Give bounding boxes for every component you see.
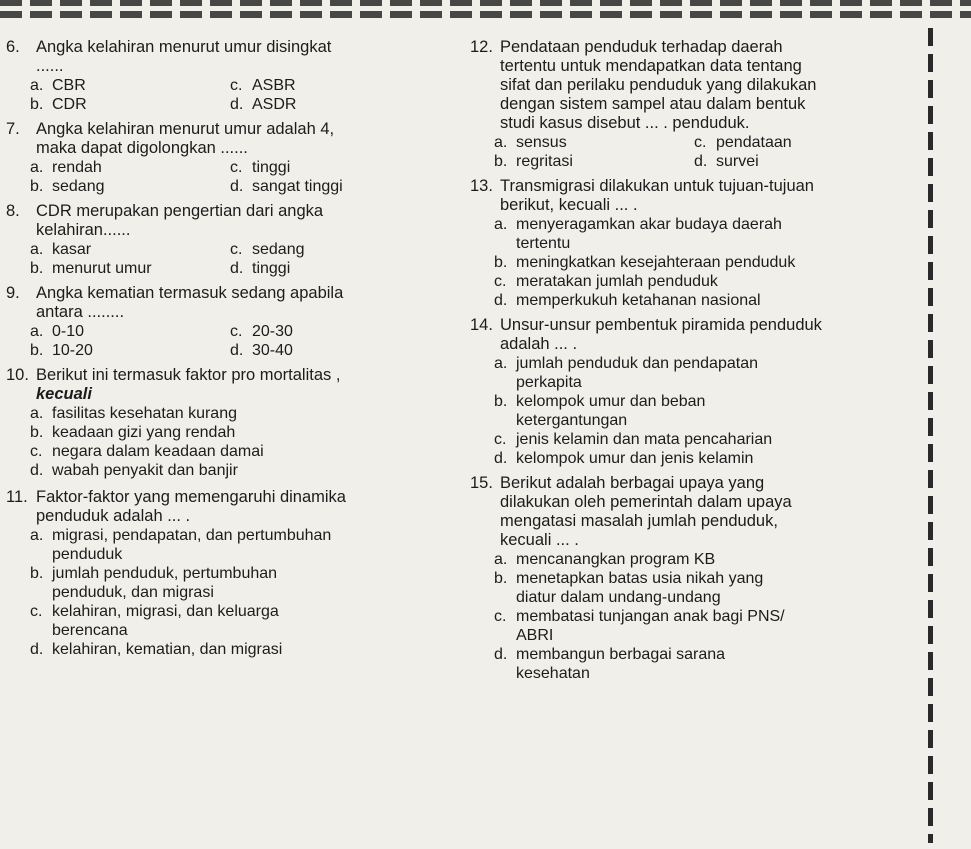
option-b: [30, 423, 458, 442]
option-letter: d.: [230, 96, 244, 113]
option-text: ASBR: [252, 77, 296, 94]
option-letter: a.: [30, 159, 44, 176]
option-row: [494, 411, 920, 430]
question-line: [470, 493, 920, 512]
option-a: [494, 215, 920, 234]
option-a: [494, 133, 694, 152]
question-text: Transmigrasi dilakukan untuk tujuan-tujuan: [500, 177, 814, 195]
question-line: [6, 303, 458, 322]
question-11: [6, 488, 458, 659]
options: [6, 322, 458, 360]
option-a: [494, 373, 920, 392]
question-line: [6, 120, 458, 139]
option-row: [30, 404, 458, 423]
right-column: [470, 38, 920, 683]
question-text: adalah ... .: [500, 335, 578, 353]
option-text: meratakan jumlah penduduk: [516, 273, 718, 290]
option-letter: [494, 411, 516, 430]
option-c: [494, 272, 920, 291]
question-8: [6, 202, 458, 278]
option-row: [494, 253, 920, 272]
question-number: [6, 221, 36, 240]
question-text: studi kasus disebut ... . penduduk.: [500, 114, 750, 132]
option-b: [494, 411, 920, 430]
option-c: [494, 430, 920, 449]
question-line: [6, 488, 458, 507]
option-text: membangun berbagai sarana: [516, 646, 726, 663]
option-letter: d.: [230, 260, 244, 277]
option-row: [30, 602, 458, 621]
option-text: 20-30: [252, 323, 293, 340]
option-letter: b.: [30, 178, 44, 195]
question-number: [470, 531, 500, 550]
option-row: [30, 442, 458, 461]
option-a: [30, 545, 458, 564]
question-text: maka dapat digolongkan ......: [36, 139, 248, 157]
options: [6, 526, 458, 659]
option-row: [494, 645, 920, 664]
question-line: [470, 531, 920, 550]
options: [470, 354, 920, 468]
question-line: [6, 507, 458, 526]
option-text: penduduk, dan migrasi: [52, 584, 214, 601]
option-letter: d.: [494, 292, 508, 309]
option-text: kelompok umur dan beban: [516, 393, 706, 410]
option-b: [494, 392, 920, 411]
option-d: [494, 291, 920, 310]
option-text: penduduk: [52, 546, 123, 563]
option-letter: d.: [230, 342, 244, 359]
option-text: sedang: [52, 178, 105, 195]
option-text: wabah penyakit dan banjir: [52, 462, 238, 479]
option-text: 30-40: [252, 342, 293, 359]
option-d: [230, 95, 430, 114]
question-text: CDR merupakan pengertian dari angka: [36, 202, 324, 220]
options: [6, 76, 458, 114]
question-number: [470, 95, 500, 114]
question-number: [470, 57, 500, 76]
question-10: [6, 366, 458, 480]
option-row: [30, 240, 458, 259]
question-text: Berikut ini termasuk faktor pro mortalitas ,: [36, 366, 341, 384]
question-15: [470, 474, 920, 683]
question-number: 15.: [470, 474, 493, 492]
option-letter: d.: [230, 178, 244, 195]
question-number: [470, 76, 500, 95]
question-line: [470, 57, 920, 76]
question-line: [6, 221, 458, 240]
option-text: menyeragamkan akar budaya daerah: [516, 216, 782, 233]
option-row: [30, 76, 458, 95]
question-9: [6, 284, 458, 360]
option-text: mencanangkan program KB: [516, 551, 716, 568]
option-text: berencana: [52, 622, 128, 639]
question-text: Pendataan penduduk terhadap daerah: [500, 38, 783, 56]
option-text: jenis kelamin dan mata pencaharian: [516, 431, 773, 448]
question-line: [470, 76, 920, 95]
option-letter: b.: [30, 424, 44, 441]
question-text: kelahiran......: [36, 221, 131, 239]
option-text: tinggi: [252, 159, 291, 176]
option-a: [30, 240, 230, 259]
option-text: fasilitas kesehatan kurang: [52, 405, 237, 422]
option-row: [494, 430, 920, 449]
option-row: [494, 272, 920, 291]
option-row: [30, 621, 458, 640]
left-column: [6, 38, 458, 659]
option-row: [494, 133, 920, 152]
option-text: membatasi tunjangan anak bagi PNS/: [516, 608, 785, 625]
question-number: 6.: [6, 38, 20, 56]
question-line: [6, 139, 458, 158]
question-line: [6, 38, 458, 57]
question-text: penduduk adalah ... .: [36, 507, 191, 525]
option-letter: b.: [30, 96, 44, 113]
option-a: [30, 322, 230, 341]
option-row: [494, 664, 920, 683]
question-text: dengan sistem sampel atau dalam bentuk: [500, 95, 806, 113]
option-row: [494, 626, 920, 645]
option-letter: c.: [494, 273, 507, 290]
question-line: [470, 95, 920, 114]
question-7: [6, 120, 458, 196]
option-row: [494, 234, 920, 253]
option-letter: a.: [30, 527, 44, 544]
option-text: kelompok umur dan jenis kelamin: [516, 450, 754, 467]
option-a: [30, 76, 230, 95]
option-b: [30, 341, 230, 360]
question-line: [6, 202, 458, 221]
option-letter: b.: [30, 260, 44, 277]
option-d: [30, 640, 458, 659]
option-letter: [494, 588, 516, 607]
option-d: [230, 177, 430, 196]
question-number: 7.: [6, 120, 20, 138]
option-row: [494, 449, 920, 468]
options: [470, 133, 920, 171]
option-letter: c.: [30, 603, 43, 620]
question-14: [470, 316, 920, 468]
option-row: [30, 526, 458, 545]
option-text: ABRI: [516, 627, 554, 644]
option-a: [494, 550, 920, 569]
option-a: [30, 526, 458, 545]
option-text: survei: [716, 153, 759, 170]
option-a: [494, 354, 920, 373]
option-text: migrasi, pendapatan, dan pertumbuhan: [52, 527, 332, 544]
question-text: ......: [36, 57, 64, 75]
option-letter: d.: [30, 641, 44, 658]
option-a: [30, 158, 230, 177]
option-row: [30, 583, 458, 602]
option-b: [30, 564, 458, 583]
option-d: [230, 341, 430, 360]
option-letter: b.: [494, 393, 508, 410]
option-b: [30, 95, 230, 114]
option-letter: a.: [30, 405, 44, 422]
option-letter: c.: [494, 608, 507, 625]
question-number: [6, 507, 36, 526]
option-text: diatur dalam undang-undang: [516, 589, 721, 606]
option-text: kasar: [52, 241, 92, 258]
option-text: 0-10: [52, 323, 85, 340]
option-row: [30, 545, 458, 564]
option-b: [494, 588, 920, 607]
option-letter: b.: [494, 570, 508, 587]
option-row: [30, 461, 458, 480]
option-row: [30, 423, 458, 442]
option-text: perkapita: [516, 374, 582, 391]
option-letter: d.: [694, 153, 708, 170]
question-line: [6, 366, 458, 385]
question-text: kecuali ... .: [500, 531, 579, 549]
option-c: [230, 158, 430, 177]
question-line: [470, 512, 920, 531]
option-letter: a.: [30, 77, 44, 94]
option-a: [494, 234, 920, 253]
option-letter: c.: [494, 431, 507, 448]
option-letter: a.: [494, 216, 508, 233]
question-13: [470, 177, 920, 310]
right-border-decoration: [928, 28, 933, 843]
question-line: [470, 335, 920, 354]
question-text: antara ........: [36, 303, 125, 321]
option-c: [230, 240, 430, 259]
question-line: [470, 38, 920, 57]
question-line: [470, 114, 920, 133]
question-line: [470, 316, 920, 335]
option-letter: d.: [494, 646, 508, 663]
question-text: dilakukan oleh pemerintah dalam upaya: [500, 493, 792, 511]
option-letter: [30, 545, 52, 564]
option-text: jumlah penduduk, pertumbuhan: [52, 565, 278, 582]
option-row: [494, 373, 920, 392]
option-letter: c.: [230, 241, 243, 258]
option-row: [494, 550, 920, 569]
option-letter: a.: [30, 241, 44, 258]
option-a: [30, 404, 458, 423]
option-letter: b.: [30, 342, 44, 359]
option-c: [230, 322, 430, 341]
question-text: sifat dan perilaku penduduk yang dilakukan: [500, 76, 817, 94]
options: [6, 240, 458, 278]
option-row: [30, 158, 458, 177]
option-d: [694, 152, 894, 171]
option-b: [30, 583, 458, 602]
option-b: [494, 569, 920, 588]
option-letter: d.: [30, 462, 44, 479]
option-row: [30, 259, 458, 278]
question-number: 12.: [470, 38, 493, 56]
question-text: Angka kelahiran menurut umur adalah 4,: [36, 120, 335, 138]
options: [6, 404, 458, 480]
option-text: pendataan: [716, 134, 792, 151]
option-c: [30, 621, 458, 640]
option-row: [494, 152, 920, 171]
option-d: [230, 259, 430, 278]
question-number: 9.: [6, 284, 20, 302]
question-text: kecuali: [36, 385, 92, 403]
question-line: [6, 385, 458, 404]
option-text: ASDR: [252, 96, 297, 113]
question-text: berikut, kecuali ... .: [500, 196, 638, 214]
option-letter: a.: [494, 134, 508, 151]
option-row: [30, 95, 458, 114]
option-text: jumlah penduduk dan pendapatan: [516, 355, 758, 372]
option-row: [494, 215, 920, 234]
option-c: [494, 607, 920, 626]
question-line: [470, 177, 920, 196]
option-text: memperkukuh ketahanan nasional: [516, 292, 761, 309]
option-c: [30, 442, 458, 461]
options: [6, 158, 458, 196]
option-d: [494, 664, 920, 683]
question-number: 14.: [470, 316, 493, 334]
question-text: Berikut adalah berbagai upaya yang: [500, 474, 765, 492]
question-text: Faktor-faktor yang memengaruhi dinamika: [36, 488, 346, 506]
option-text: menurut umur: [52, 260, 152, 277]
option-text: sangat tinggi: [252, 178, 343, 195]
option-text: ketergantungan: [516, 412, 628, 429]
option-letter: c.: [694, 134, 707, 151]
option-letter: c.: [230, 323, 243, 340]
option-letter: [494, 234, 516, 253]
option-letter: [494, 626, 516, 645]
question-6: [6, 38, 458, 114]
option-row: [30, 341, 458, 360]
option-b: [494, 152, 694, 171]
option-letter: [30, 621, 52, 640]
option-text: sensus: [516, 134, 567, 151]
option-text: tinggi: [252, 260, 291, 277]
option-d: [494, 645, 920, 664]
option-row: [494, 291, 920, 310]
option-letter: c.: [30, 443, 43, 460]
option-d: [30, 461, 458, 480]
option-b: [30, 259, 230, 278]
option-row: [30, 177, 458, 196]
option-text: kesehatan: [516, 665, 590, 682]
option-row: [30, 564, 458, 583]
option-row: [494, 392, 920, 411]
option-b: [30, 177, 230, 196]
question-line: [470, 474, 920, 493]
option-text: kelahiran, migrasi, dan keluarga: [52, 603, 279, 620]
question-line: [6, 284, 458, 303]
option-text: sedang: [252, 241, 305, 258]
question-number: [6, 57, 36, 76]
option-text: menetapkan batas usia nikah yang: [516, 570, 764, 587]
option-row: [494, 588, 920, 607]
option-text: CDR: [52, 96, 87, 113]
question-text: Angka kematian termasuk sedang apabila: [36, 284, 344, 302]
option-d: [494, 449, 920, 468]
option-text: meningkatkan kesejahteraan penduduk: [516, 254, 796, 271]
question-text: Unsur-unsur pembentuk piramida penduduk: [500, 316, 822, 334]
question-number: [470, 114, 500, 133]
option-letter: [494, 373, 516, 392]
option-text: tertentu: [516, 235, 571, 252]
options: [470, 215, 920, 310]
option-letter: d.: [494, 450, 508, 467]
question-number: 11.: [6, 488, 28, 506]
option-c: [694, 133, 894, 152]
option-b: [494, 253, 920, 272]
question-text: tertentu untuk mendapatkan data tentang: [500, 57, 802, 75]
question-number: [470, 493, 500, 512]
question-line: [470, 196, 920, 215]
option-text: 10-20: [52, 342, 93, 359]
question-text: Angka kelahiran menurut umur disingkat: [36, 38, 332, 56]
option-letter: a.: [30, 323, 44, 340]
question-number: 13.: [470, 177, 493, 195]
question-number: [470, 335, 500, 354]
option-letter: [494, 664, 516, 683]
question-line: [6, 57, 458, 76]
top-border-decoration: [0, 0, 971, 18]
option-text: regritasi: [516, 153, 573, 170]
question-number: [470, 512, 500, 531]
question-12: [470, 38, 920, 171]
option-letter: c.: [230, 159, 243, 176]
options: [470, 550, 920, 683]
question-number: 10.: [6, 366, 29, 384]
question-number: [6, 139, 36, 158]
option-letter: c.: [230, 77, 243, 94]
option-row: [30, 322, 458, 341]
option-text: keadaan gizi yang rendah: [52, 424, 236, 441]
question-text: mengatasi masalah jumlah penduduk,: [500, 512, 778, 530]
question-number: 8.: [6, 202, 20, 220]
question-number: [6, 303, 36, 322]
question-number: [470, 196, 500, 215]
option-c: [494, 626, 920, 645]
option-letter: b.: [494, 254, 508, 271]
option-row: [494, 569, 920, 588]
option-letter: [30, 583, 52, 602]
option-row: [494, 354, 920, 373]
option-text: CBR: [52, 77, 86, 94]
option-c: [30, 602, 458, 621]
question-number: [6, 385, 36, 404]
option-text: negara dalam keadaan damai: [52, 443, 264, 460]
option-row: [30, 640, 458, 659]
option-row: [494, 607, 920, 626]
option-text: rendah: [52, 159, 102, 176]
option-letter: b.: [494, 153, 508, 170]
option-letter: a.: [494, 551, 508, 568]
option-letter: a.: [494, 355, 508, 372]
option-c: [230, 76, 430, 95]
option-letter: b.: [30, 565, 44, 582]
option-text: kelahiran, kematian, dan migrasi: [52, 641, 283, 658]
